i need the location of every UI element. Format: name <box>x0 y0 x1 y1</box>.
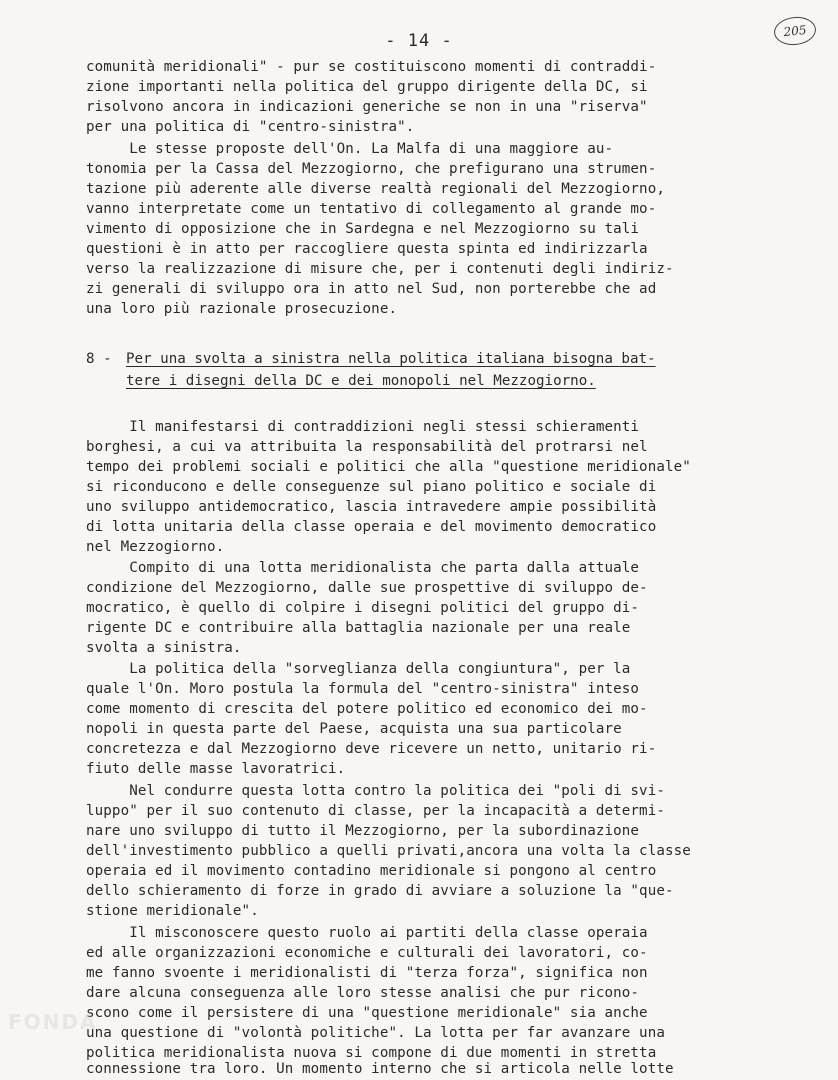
text-line: me fanno svoente i meridionalisti di "terza forza", significa non <box>86 965 648 981</box>
text-line: operaia ed il movimento contadino meridionale si pongono al centro <box>86 863 657 879</box>
text-line: si riconducono e delle conseguenze sul piano politico e sociale di <box>86 479 657 495</box>
text-line: dare alcuna conseguenza alle loro stesse analisi che pur ricono- <box>86 985 640 1001</box>
text-line: per una politica di "centro-sinistra". <box>86 119 415 135</box>
text-line: nel Mezzogiorno. <box>86 539 225 555</box>
text-line: di lotta unitaria della classe operaia e del movimento democratico <box>86 519 657 535</box>
text-line: tazione più aderente alle diverse realtà regionali del Mezzogiorno, <box>86 181 665 197</box>
text-line: mocratico, è quello di colpire i disegni politici del gruppo di- <box>86 600 640 616</box>
text-line: Compito di una lotta meridionalista che parta dalla attuale <box>86 560 640 576</box>
text-line: vimento di opposizione che in Sardegna e nel Mezzogiorno su tali <box>86 221 640 237</box>
text-line: vanno interpretate come un tentativo di collegamento al grande mo- <box>86 201 657 217</box>
text-line: Le stesse proposte dell'On. La Malfa di una maggiore au- <box>86 141 614 157</box>
section-title-line-1: Per una svolta a sinistra nella politica italiana bisogna bat- <box>126 351 656 367</box>
text-line: tonomia per la Cassa del Mezzogiorno, che prefigurano una strumen- <box>86 161 657 177</box>
text-line: La politica della "sorveglianza della congiuntura", per la <box>86 661 631 677</box>
text-line: dell'investimento pubblico a quelli privati,ancora una volta la classe <box>86 843 691 859</box>
text-line: Il misconoscere questo ruolo ai partiti della classe operaia <box>86 925 648 941</box>
text-line: politica meridionalista nuova si compone di due momenti in stretta <box>86 1045 657 1061</box>
archive-watermark: FONDA <box>8 1010 98 1034</box>
text-line: concretezza e dal Mezzogiorno deve ricevere un netto, unitario ri- <box>86 741 657 757</box>
text-line: luppo" per il suo contenuto di classe, per la incapacità a determi- <box>86 803 665 819</box>
text-line: scono come il persistere di una "questione meridionale" sia anche <box>86 1005 648 1021</box>
text-line: Il manifestarsi di contraddizioni negli stessi schieramenti <box>86 419 640 435</box>
text-line: ed alle organizzazioni economiche e culturali dei lavoratori, co- <box>86 945 648 961</box>
text-line: comunità meridionali" - pur se costituiscono momenti di contraddi- <box>86 59 657 75</box>
text-line: uno sviluppo antidemocratico, lascia intravedere ampie possibilità <box>86 499 657 515</box>
text-line: come momento di crescita del potere politico ed economico dei mo- <box>86 701 648 717</box>
text-line: una questione di "volontà politiche". La lotta per far avanzare una <box>86 1025 665 1041</box>
text-line: tempo dei problemi sociali e politici che alla "questione meridionale" <box>86 459 691 475</box>
text-line: connessione tra loro. Un momento interno che si articola nelle lotte <box>86 1061 674 1077</box>
text-line: fiuto delle masse lavoratrici. <box>86 761 346 777</box>
section-title <box>126 372 596 391</box>
section-number: 8 - <box>86 351 112 367</box>
section-title <box>126 350 656 369</box>
text-line: stione meridionale". <box>86 903 259 919</box>
section-title-line-2: tere i disegni della DC e dei monopoli nel Mezzogiorno. <box>126 373 596 389</box>
page-number: - 14 - <box>385 31 453 51</box>
text-line: dello schieramento di forze in grado di avviare a soluzione la "que- <box>86 883 674 899</box>
text-line: Nel condurre questa lotta contro la politica dei "poli di svi- <box>86 783 665 799</box>
archive-stamp: 205 <box>773 15 818 47</box>
text-line: rigente DC e contribuire alla battaglia nazionale per una reale <box>86 620 631 636</box>
text-line: risolvono ancora in indicazioni generiche se non in una "riserva" <box>86 99 648 115</box>
text-line: svolta a sinistra. <box>86 640 242 656</box>
text-line: verso la realizzazione di misure che, per i contenuti degli indiriz- <box>86 261 674 277</box>
text-line: nare uno sviluppo di tutto il Mezzogiorno, per la subordinazione <box>86 823 640 839</box>
text-line: questioni è in atto per raccogliere questa spinta ed indirizzarla <box>86 241 648 257</box>
text-line: quale l'On. Moro postula la formula del "centro-sinistra" inteso <box>86 681 640 697</box>
text-line: zi generali di sviluppo ora in atto nel Sud, non porterebbe che ad <box>86 281 657 297</box>
text-line: borghesi, a cui va attribuita la responsabilità del protrarsi nel <box>86 439 648 455</box>
text-line: nopoli in questa parte del Paese, acquista una sua particolare <box>86 721 622 737</box>
text-line: condizione del Mezzogiorno, dalle sue prospettive di sviluppo de- <box>86 580 648 596</box>
text-line: zione importanti nella politica del gruppo dirigente della DC, si <box>86 79 648 95</box>
text-line: una loro più razionale prosecuzione. <box>86 301 398 317</box>
